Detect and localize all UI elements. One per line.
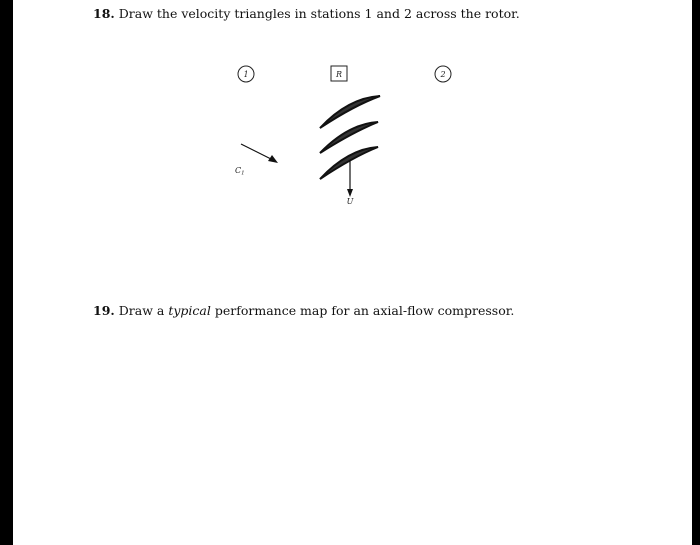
rotor-blade bbox=[320, 147, 378, 179]
station-1-marker bbox=[238, 66, 254, 82]
question-19-number: 19. bbox=[93, 303, 115, 318]
rotor-diagram bbox=[13, 0, 692, 300]
question-19-text-before: Draw a bbox=[118, 303, 169, 318]
inlet-velocity-label: C1 bbox=[235, 166, 245, 177]
question-18-text: Draw the velocity triangles in stations 1 and 2 across the rotor. bbox=[118, 6, 520, 21]
question-18-number: 18. bbox=[93, 6, 115, 21]
rotor-label: R bbox=[335, 70, 343, 79]
blade-speed-arrow bbox=[347, 160, 354, 206]
station-1-label: 1 bbox=[243, 70, 249, 79]
question-19 bbox=[93, 303, 514, 318]
station-2-marker bbox=[435, 66, 451, 82]
station-2-label: 2 bbox=[440, 70, 446, 79]
blade-speed-label: U bbox=[346, 197, 354, 206]
question-19-text-after: performance map for an axial-flow compressor. bbox=[210, 303, 515, 318]
question-19-text-italic: typical bbox=[168, 303, 211, 318]
inlet-velocity-arrow bbox=[235, 144, 278, 177]
document-page bbox=[13, 0, 692, 545]
rotor-marker bbox=[331, 66, 347, 81]
